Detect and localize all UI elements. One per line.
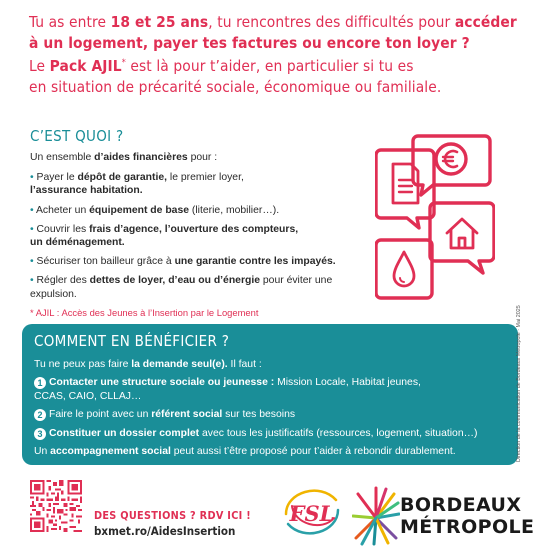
step-number: 3 [34, 428, 46, 440]
document-icon [376, 150, 434, 228]
bordeaux-metropole-logo [352, 486, 535, 546]
step-number: 1 [34, 377, 46, 389]
how-closing: Un accompagnement social peut aussi t’être proposé pour t’aider à rebondir durablement. [34, 446, 456, 458]
intro-line-1: Tu as entre 18 et 25 ans, tu rencontres des difficultés pour accéder [29, 13, 517, 31]
intro-line-2: à un logement, payer tes factures ou encore ton loyer ? [29, 33, 470, 52]
intro-line-3: Le Pack AJIL* est là pour t’aider, en particulier si tu es [29, 57, 414, 75]
what-list [30, 151, 375, 319]
intro-text [29, 12, 519, 97]
euro-icon [413, 136, 490, 195]
what-title: C’EST QUOI ? [30, 127, 124, 145]
list-item: • Acheter un équipement de base (literie, mobilier…). [30, 204, 280, 216]
side-credit: Direction de la communication de Bordeaux Métropole · Mai 2025 [516, 305, 522, 462]
metropole-star-icon [352, 486, 400, 546]
qr-code[interactable] [30, 480, 82, 532]
how-body [34, 358, 510, 463]
info-link[interactable]: bxmet.ro/AidesInsertion [94, 524, 236, 538]
how-lead: Tu ne peux pas faire la demande seul(e). Il faut : [34, 359, 262, 370]
what-lead: Un ensemble d’aides financières pour : [30, 152, 218, 163]
step-number: 2 [34, 409, 46, 421]
house-icon [430, 203, 494, 273]
footnote: * AJIL : Accès des Jeunes à l’Insertion par le Logement [30, 306, 259, 318]
questions-label: DES QUESTIONS ? RDV ICI ! [94, 509, 251, 522]
fsl-logo [282, 484, 342, 540]
step-2: 2 Faire le point avec un référent social sur tes besoins [34, 408, 510, 421]
intro-line-4: en situation de précarité sociale, économique ou familiale. [29, 77, 442, 96]
how-panel [22, 324, 518, 465]
fsl-logo-text: FSL [289, 501, 335, 526]
water-drop-icon [376, 240, 432, 298]
step-3: 3 Constituer un dossier complet avec tous les justificatifs (ressources, logement, situation…) [34, 427, 510, 440]
list-item: • Sécuriser ton bailleur grâce à une garantie contre les impayés. [30, 256, 336, 268]
list-item: • Couvrir les frais d’agence, l’ouverture des compteurs, un déménagement. [30, 223, 299, 249]
brand-line-1: BORDEAUX [400, 494, 522, 516]
help-illustration [375, 128, 495, 303]
brand-line-2: MÉTROPOLE [400, 516, 535, 538]
how-title: COMMENT EN BÉNÉFICIER ? [34, 332, 230, 350]
step-1: 1 Contacter une structure sociale ou jeunesse : Mission Locale, Habitat jeunes, CCAS, CAIO, CLLAJ… [34, 377, 421, 402]
list-item: • Régler des dettes de loyer, d’eau ou d’énergie pour éviter une expulsion. [30, 275, 333, 300]
list-item: • Payer le dépôt de garantie, le premier loyer, l’assurance habitation. [30, 172, 244, 197]
